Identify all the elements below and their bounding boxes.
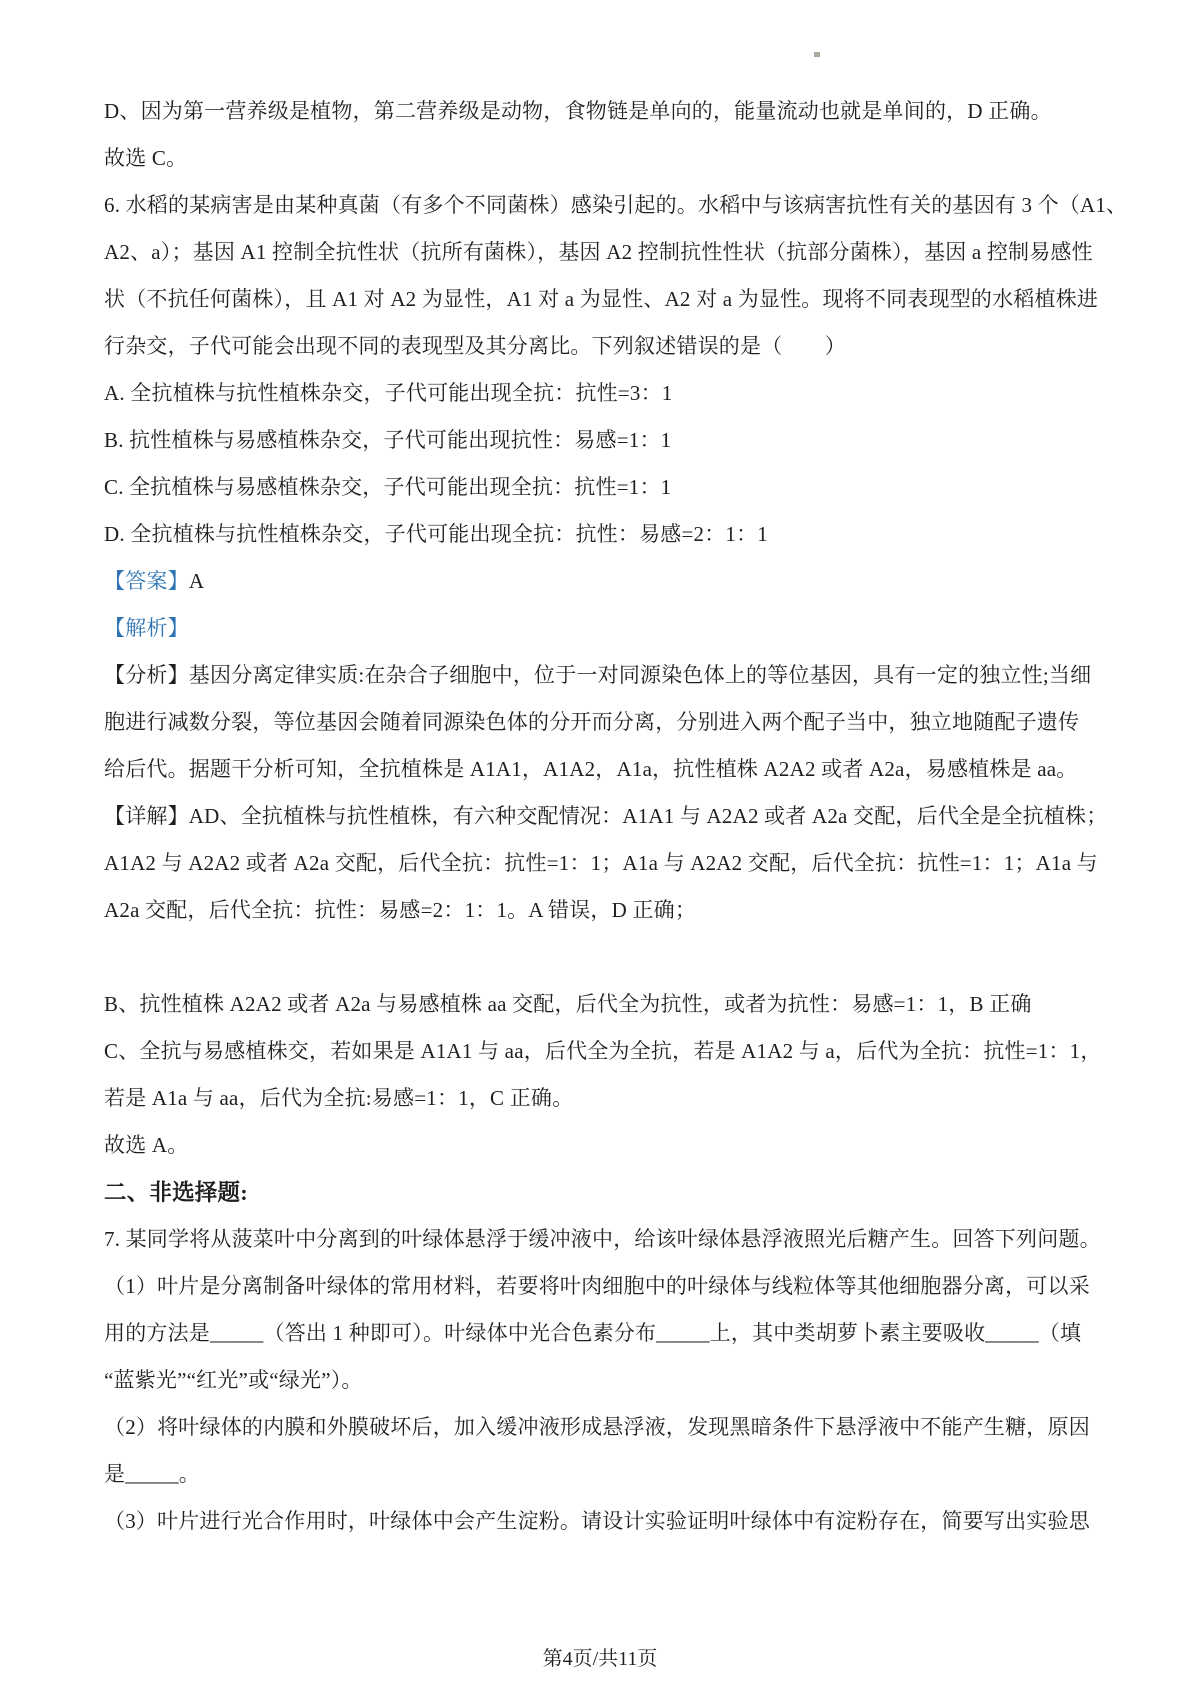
blank-line [104, 934, 1096, 981]
text-segment: 【分析】基因分离定律实质:在杂合子细胞中，位于一对同源染色体上的等位基因，具有一定的独立性;当细 [104, 663, 1092, 687]
text-segment: （2）将叶绿体的内膜和外膜破坏后，加入缓冲液形成悬浮液，发现黑暗条件下悬浮液中不能产生糖，原因 [104, 1415, 1090, 1439]
text-segment: 状（不抗任何菌株），且 A1 对 A2 为显性，A1 对 a 为显性、A2 对 a 为显性。现将不同表现型的水稻植株进 [104, 287, 1099, 311]
q6-detail-line-2 [104, 840, 1096, 887]
text-segment: 若是 A1a 与 aa，后代为全抗:易感=1：1，C 正确。 [104, 1086, 574, 1110]
text-segment: 是_____。 [104, 1462, 200, 1486]
q7-part-3-line-1 [104, 1498, 1096, 1545]
text-segment: C、全抗与易感植株交，若如果是 A1A1 与 aa，后代全为全抗，若是 A1A2 与 a，后代为全抗：抗性=1：1， [104, 1039, 1102, 1063]
q6-detail-line-4 [104, 981, 1096, 1028]
q6-stem-line-3 [104, 276, 1099, 323]
text-segment: 行杂交，子代可能会出现不同的表现型及其分离比。下列叙述错误的是（ ） [104, 334, 846, 358]
text-segment: （3）叶片进行光合作用时，叶绿体中会产生淀粉。请设计实验证明叶绿体中有淀粉存在，简要写出实验思 [104, 1509, 1090, 1533]
document-content [104, 88, 1128, 1545]
q6-explanation-label [104, 605, 1096, 652]
q6-detail-line-5 [104, 1028, 1102, 1075]
q6-conclusion [104, 1122, 1096, 1169]
text-segment: 用的方法是_____（答出 1 种即可）。叶绿体中光合色素分布_____上，其中类胡萝卜素主要吸收_____（填 [104, 1321, 1082, 1345]
text-segment: A1A2 与 A2A2 或者 A2a 交配，后代全抗：抗性=1：1；A1a 与 A2A2 交配，后代全抗：抗性=1：1；A1a 与 [104, 851, 1098, 875]
text-segment: A2a 交配，后代全抗：抗性：易感=2：1：1。A 错误，D 正确； [104, 898, 697, 922]
text-segment: 7. 某同学将从菠菜叶中分离到的叶绿体悬浮于缓冲液中，给该叶绿体悬浮液照光后糖产生。回答下列问题。 [104, 1227, 1101, 1251]
text-segment: 故选 C。 [104, 146, 188, 170]
q6-detail-line-6 [104, 1075, 1096, 1122]
q6-analysis-line-3 [104, 746, 1096, 793]
bracket-label: 【答案】 [104, 569, 189, 593]
page-footer [0, 1642, 1200, 1671]
q6-stem-line-1 [104, 182, 1128, 229]
scan-artifact-dot [814, 52, 820, 57]
text-segment: 【详解】AD、全抗植株与抗性植株，有六种交配情况：A1A1 与 A2A2 或者 A2a 交配，后代全是全抗植株； [104, 804, 1108, 828]
q6-answer [104, 558, 1096, 605]
q6-option-d [104, 511, 1096, 558]
text-segment: “蓝紫光”“红光”或“绿光”）。 [104, 1368, 363, 1392]
q6-analysis-line-2 [104, 699, 1096, 746]
text-segment: 二、非选择题: [104, 1180, 248, 1205]
text-segment: B. 抗性植株与易感植株杂交，子代可能出现抗性：易感=1：1 [104, 428, 672, 452]
q6-option-b [104, 417, 1096, 464]
q6-stem-line-2 [104, 229, 1096, 276]
q5-conclusion [104, 135, 1096, 182]
text-segment: 给后代。据题干分析可知，全抗植株是 A1A1，A1A2，A1a，抗性植株 A2A2 或者 A2a，易感植株是 aa。 [104, 757, 1078, 781]
q7-part-1-line-1 [104, 1263, 1096, 1310]
q7-stem [104, 1216, 1101, 1263]
text-segment: （1）叶片是分离制备叶绿体的常用材料，若要将叶肉细胞中的叶绿体与线粒体等其他细胞器分离，可以采 [104, 1274, 1090, 1298]
q7-part-1-line-3 [104, 1357, 1096, 1404]
text-segment: 胞进行减数分裂，等位基因会随着同源染色体的分开而分离，分别进入两个配子当中，独立地随配子遗传 [104, 710, 1080, 734]
q6-option-a [104, 370, 1096, 417]
text-segment: A2、a）；基因 A1 控制全抗性状（抗所有菌株），基因 A2 控制抗性性状（抗部分菌株），基因 a 控制易感性 [104, 240, 1093, 264]
bracket-label: 【解析】 [104, 616, 189, 640]
q7-part-2-line-2 [104, 1451, 1096, 1498]
q7-part-2-line-1 [104, 1404, 1096, 1451]
text-segment: D. 全抗植株与抗性植株杂交，子代可能出现全抗：抗性：易感=2：1：1 [104, 522, 769, 546]
text-segment: D、因为第一营养级是植物，第二营养级是动物，食物链是单向的，能量流动也就是单间的，D 正确。 [104, 99, 1052, 123]
q6-detail-line-3 [104, 887, 1096, 934]
text-segment: B、抗性植株 A2A2 或者 A2a 与易感植株 aa 交配，后代全为抗性，或者为抗性：易感=1：1，B 正确 [104, 992, 1032, 1016]
page-number: 第4页/共11页 [542, 1648, 658, 1670]
text-segment: 故选 A。 [104, 1133, 189, 1157]
q6-detail-line-1 [104, 793, 1108, 840]
q6-stem-line-4 [104, 323, 1096, 370]
text-segment: A [188, 569, 205, 593]
section-2-heading [104, 1169, 1096, 1216]
text-segment: A. 全抗植株与抗性植株杂交，子代可能出现全抗：抗性=3：1 [104, 381, 673, 405]
text-segment: 6. 水稻的某病害是由某种真菌（有多个不同菌株）感染引起的。水稻中与该病害抗性有关的基因有 3 个（A1、 [104, 193, 1128, 217]
q7-part-1-line-2 [104, 1310, 1096, 1357]
text-segment: C. 全抗植株与易感植株杂交，子代可能出现全抗：抗性=1：1 [104, 475, 672, 499]
q5-option-d-explanation [104, 88, 1096, 135]
q6-analysis-line-1 [104, 652, 1096, 699]
q6-option-c [104, 464, 1096, 511]
